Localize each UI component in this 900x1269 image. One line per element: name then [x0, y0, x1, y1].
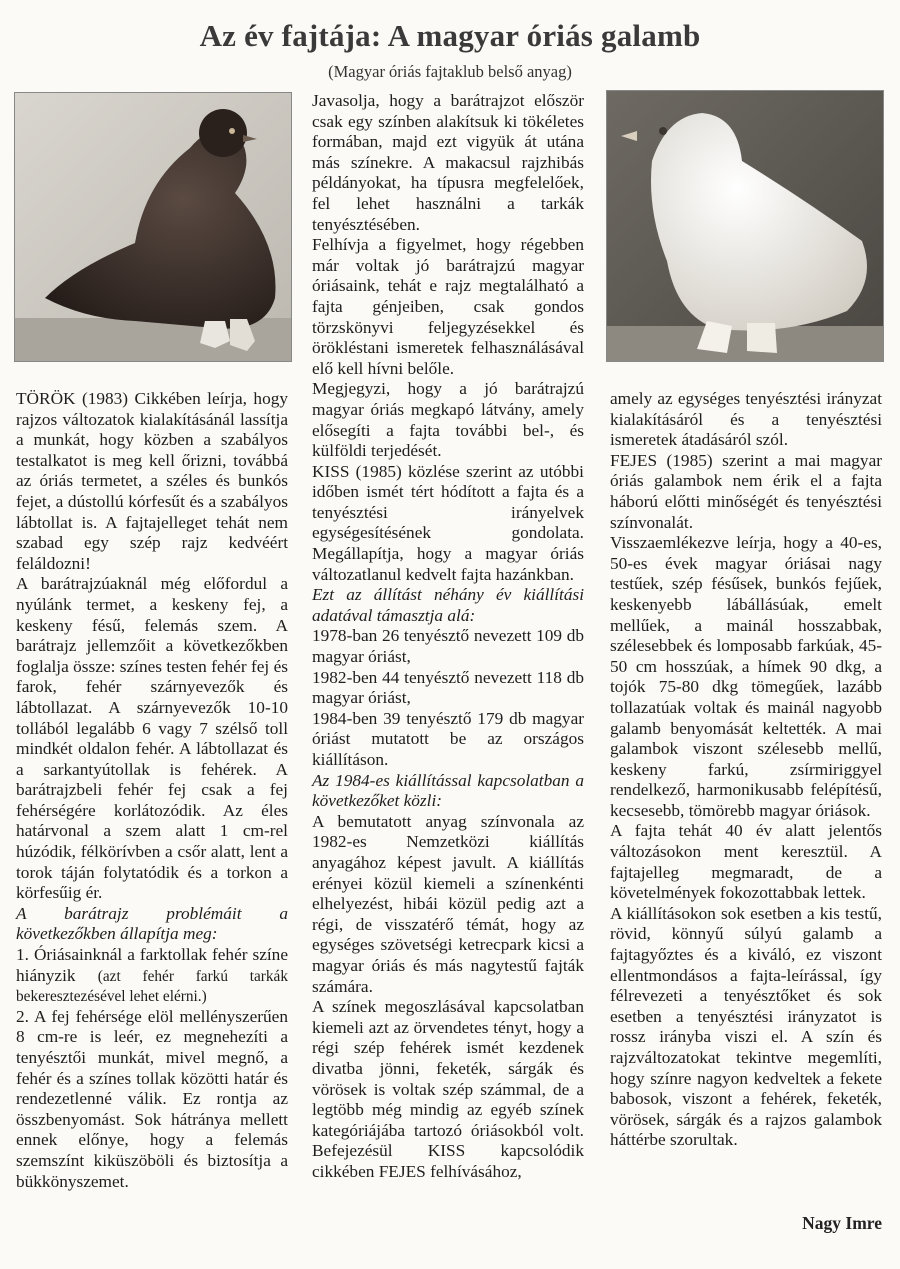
- paragraph: amely az egységes tenyésztési irányzat kialakításáról és a tenyésztési ismeretek átadásáról szól.: [610, 389, 882, 450]
- paragraph: Visszaemlékezve leírja, hogy a 40-es, 50-es évek magyar óriásai nagy testűek, szép fésűsek, bunkós fejűek, keskenyebb lábállásúak, emelt mellűek, a mainál hosszabbak, szélesebbek és lomposabb farkúak, 45-50 cm hosszúak, a hímek 90 dkg, a tojók 75-80 dkg tömegűek, lazább tollazatúak voltak és mainál nagyobb galamb benyomását keltették. A mai galambok viszont szélesebb mellű, keskeny farkú, zsírmiriggyel rendelkező, harmonikusabb felépítésű, kecsesebb, tömörebb magyar óriások.: [610, 533, 882, 820]
- white-pigeon-photo: [606, 90, 884, 362]
- author-signature: Nagy Imre: [802, 1213, 882, 1233]
- paragraph: A kiállításokon sok esetben a kis testű, rövid, könnyű súlyú galamb a fajtagyőztes és a kiváló, ez viszont ellentmondásos a fajta-leírással, így félrevezeti a tenyésztőket és sok esetben a tenyésztési irányzatot is rossz irányba viszi el. A szín és rajzváltozatokat tekintve megemlíti, hogy színre nagyon kedveltek a fekete babosok, viszont a fehérek, feketék, vörösek, sárgák és a rajzos galambok háttérbe szorultak.: [610, 903, 882, 1150]
- paragraph: 1978-ban 26 tenyésztő nevezett 109 db magyar óriást,: [312, 626, 584, 667]
- article-column-2: [312, 91, 584, 1182]
- article-column-3: [610, 389, 882, 1151]
- paragraph: 1984-ben 39 tenyésztő 179 db magyar óriást mutatott be az országos kiállításon.: [312, 708, 584, 769]
- list-item-text: 1. Óriásainknál a farktollak fehér színe hiányzik: [16, 945, 288, 985]
- paragraph: Felhívja a figyelmet, hogy régebben már voltak jó barátrajzú magyar óriásaink, tehát e rajz megtalálható a fajta génjeiben, csak gondos törzskönyvi feljegyzésekkel és örökléstani ismeretek felhasználásával elő kell hívni belőle.: [312, 235, 584, 378]
- article-column-1: [16, 389, 288, 1192]
- paragraph: Az 1984-es kiállítással kapcsolatban a következőket közli:: [312, 770, 584, 811]
- paragraph: KISS (1985) közlése szerint az utóbbi időben ismét tért hódított a fajta és a tenyésztési irányelvek egységesítésének gondolata. Megállapítja, hogy a magyar óriás változatlanul kedvelt fajta hazánkban.: [312, 461, 584, 584]
- paragraph: Javasolja, hogy a barátrajzot először csak egy színben alakítsuk ki tökéletes formában, majd ezt vigyük át utána más színekre. A makacsul rajzhibás példányokat, ha típusra megfelelőek, fel lehet használni a tarkák tenyésztésében.: [312, 91, 584, 234]
- paragraph: Ezt az állítást néhány év kiállítási adatával támasztja alá:: [312, 585, 584, 625]
- paragraph: 1982-ben 44 tenyésztő nevezett 118 db magyar óriást,: [312, 667, 584, 708]
- page-subtitle: (Magyar óriás fajtaklub belső anyag): [328, 62, 572, 81]
- list-item-note: (azt fehér farkú tarkák bekeresztezésével lehet elérni.): [16, 967, 288, 1006]
- paragraph: A bemutatott anyag színvonala az 1982-es Nemzetközi kiállítás anyagához képest javult. A kiállítás erényei közül kiemeli a színenkénti elhelyezést, hibái közül pedig azt a régi, de visszatérő témát, hogy az egységes szövetségi ketrecpark kicsi a magyar óriás és más nagytestű fajták számára.: [312, 811, 584, 996]
- paragraph: A színek megoszlásával kapcsolatban kiemeli azt az örvendetes tényt, hogy a régi szép fehérek ismét kezdenek divatba jönni, feketék, sárgák és vörösek is voltak szép számmal, de a legtöbb még mindig az egyéb színek kategóriájába tartozó óriásokból volt. Befejezésül KISS kapcsolódik cikkében FEJES felhívásához,: [312, 997, 584, 1181]
- paragraph: TÖRÖK (1983) Cikkében leírja, hogy rajzos változatok kialakításánál lassítja a munkát, hogy közben a szabályos testalkatot is meg kell őrizni, továbbá az óriás termetet, a széles és bunkós fejet, a dústollú kórfesűt és a szabályos lábtollat is. A fajtajelleget tehát nem szabad egy szép rajz kedvéért feláldozni!: [16, 389, 288, 573]
- paragraph: A barátrajz problémáit a következőkben állapítja meg:: [16, 903, 288, 944]
- paragraph: A barátrajzúaknál még előfordul a nyúlánk termet, a keskeny fej, a keskeny fésű, felemás szem. A barátrajz jellemzőit a következőkben foglalja össze: színes testen fehér fej és farok, fehér szárnyevezők és lábtollazat. A szárnyevezők 10-10 tollából legalább 6 vagy 7 szélső toll mindkét oldalon fehér. A lábtollazat és a sarkantyútollak is fehérek. A barátrajzbeli fehér fej csak a fej fehérségére korlátozódik. Az éles határvonal a szem alatt 1 cm-rel húzódik, félkörívben a csőr alatt, lent a torok táján folytatódik és a torkon a körfesűig ér.: [16, 574, 288, 903]
- paragraph: Megjegyzi, hogy a jó barátrajzú magyar óriás megkapó látvány, amely elősegíti a fajta további bel-, és külföldi terjedését.: [312, 379, 584, 461]
- paragraph: A fajta tehát 40 év alatt jelentős változásokon ment keresztül. A fajtajelleg megmaradt, de a követelmények fokozottabbak lettek.: [610, 821, 882, 903]
- page-title: Az év fajtája: A magyar óriás galamb: [199, 18, 701, 53]
- paragraph: [16, 945, 288, 1007]
- paragraph: FEJES (1985) szerint a mai magyar óriás galambok nem érik el a fajta háború előtti minőségét és tenyésztési színvonalát.: [610, 450, 882, 532]
- dark-pigeon-photo: [14, 92, 292, 362]
- paragraph: 2. A fej fehérsége elöl mellényszerűen 8 cm-re is leér, ez megnehezíti a tenyésztői munkát, mivel megnő, a fehér és a színes tollak közötti határ és rendezetlenné válik. Ez rontja az összbenyomást. Sok hátránya mellett ennek előnye, hogy a felemás szemszínt kiküszöböli és biztosítja a bükkönyszemet.: [16, 1006, 288, 1191]
